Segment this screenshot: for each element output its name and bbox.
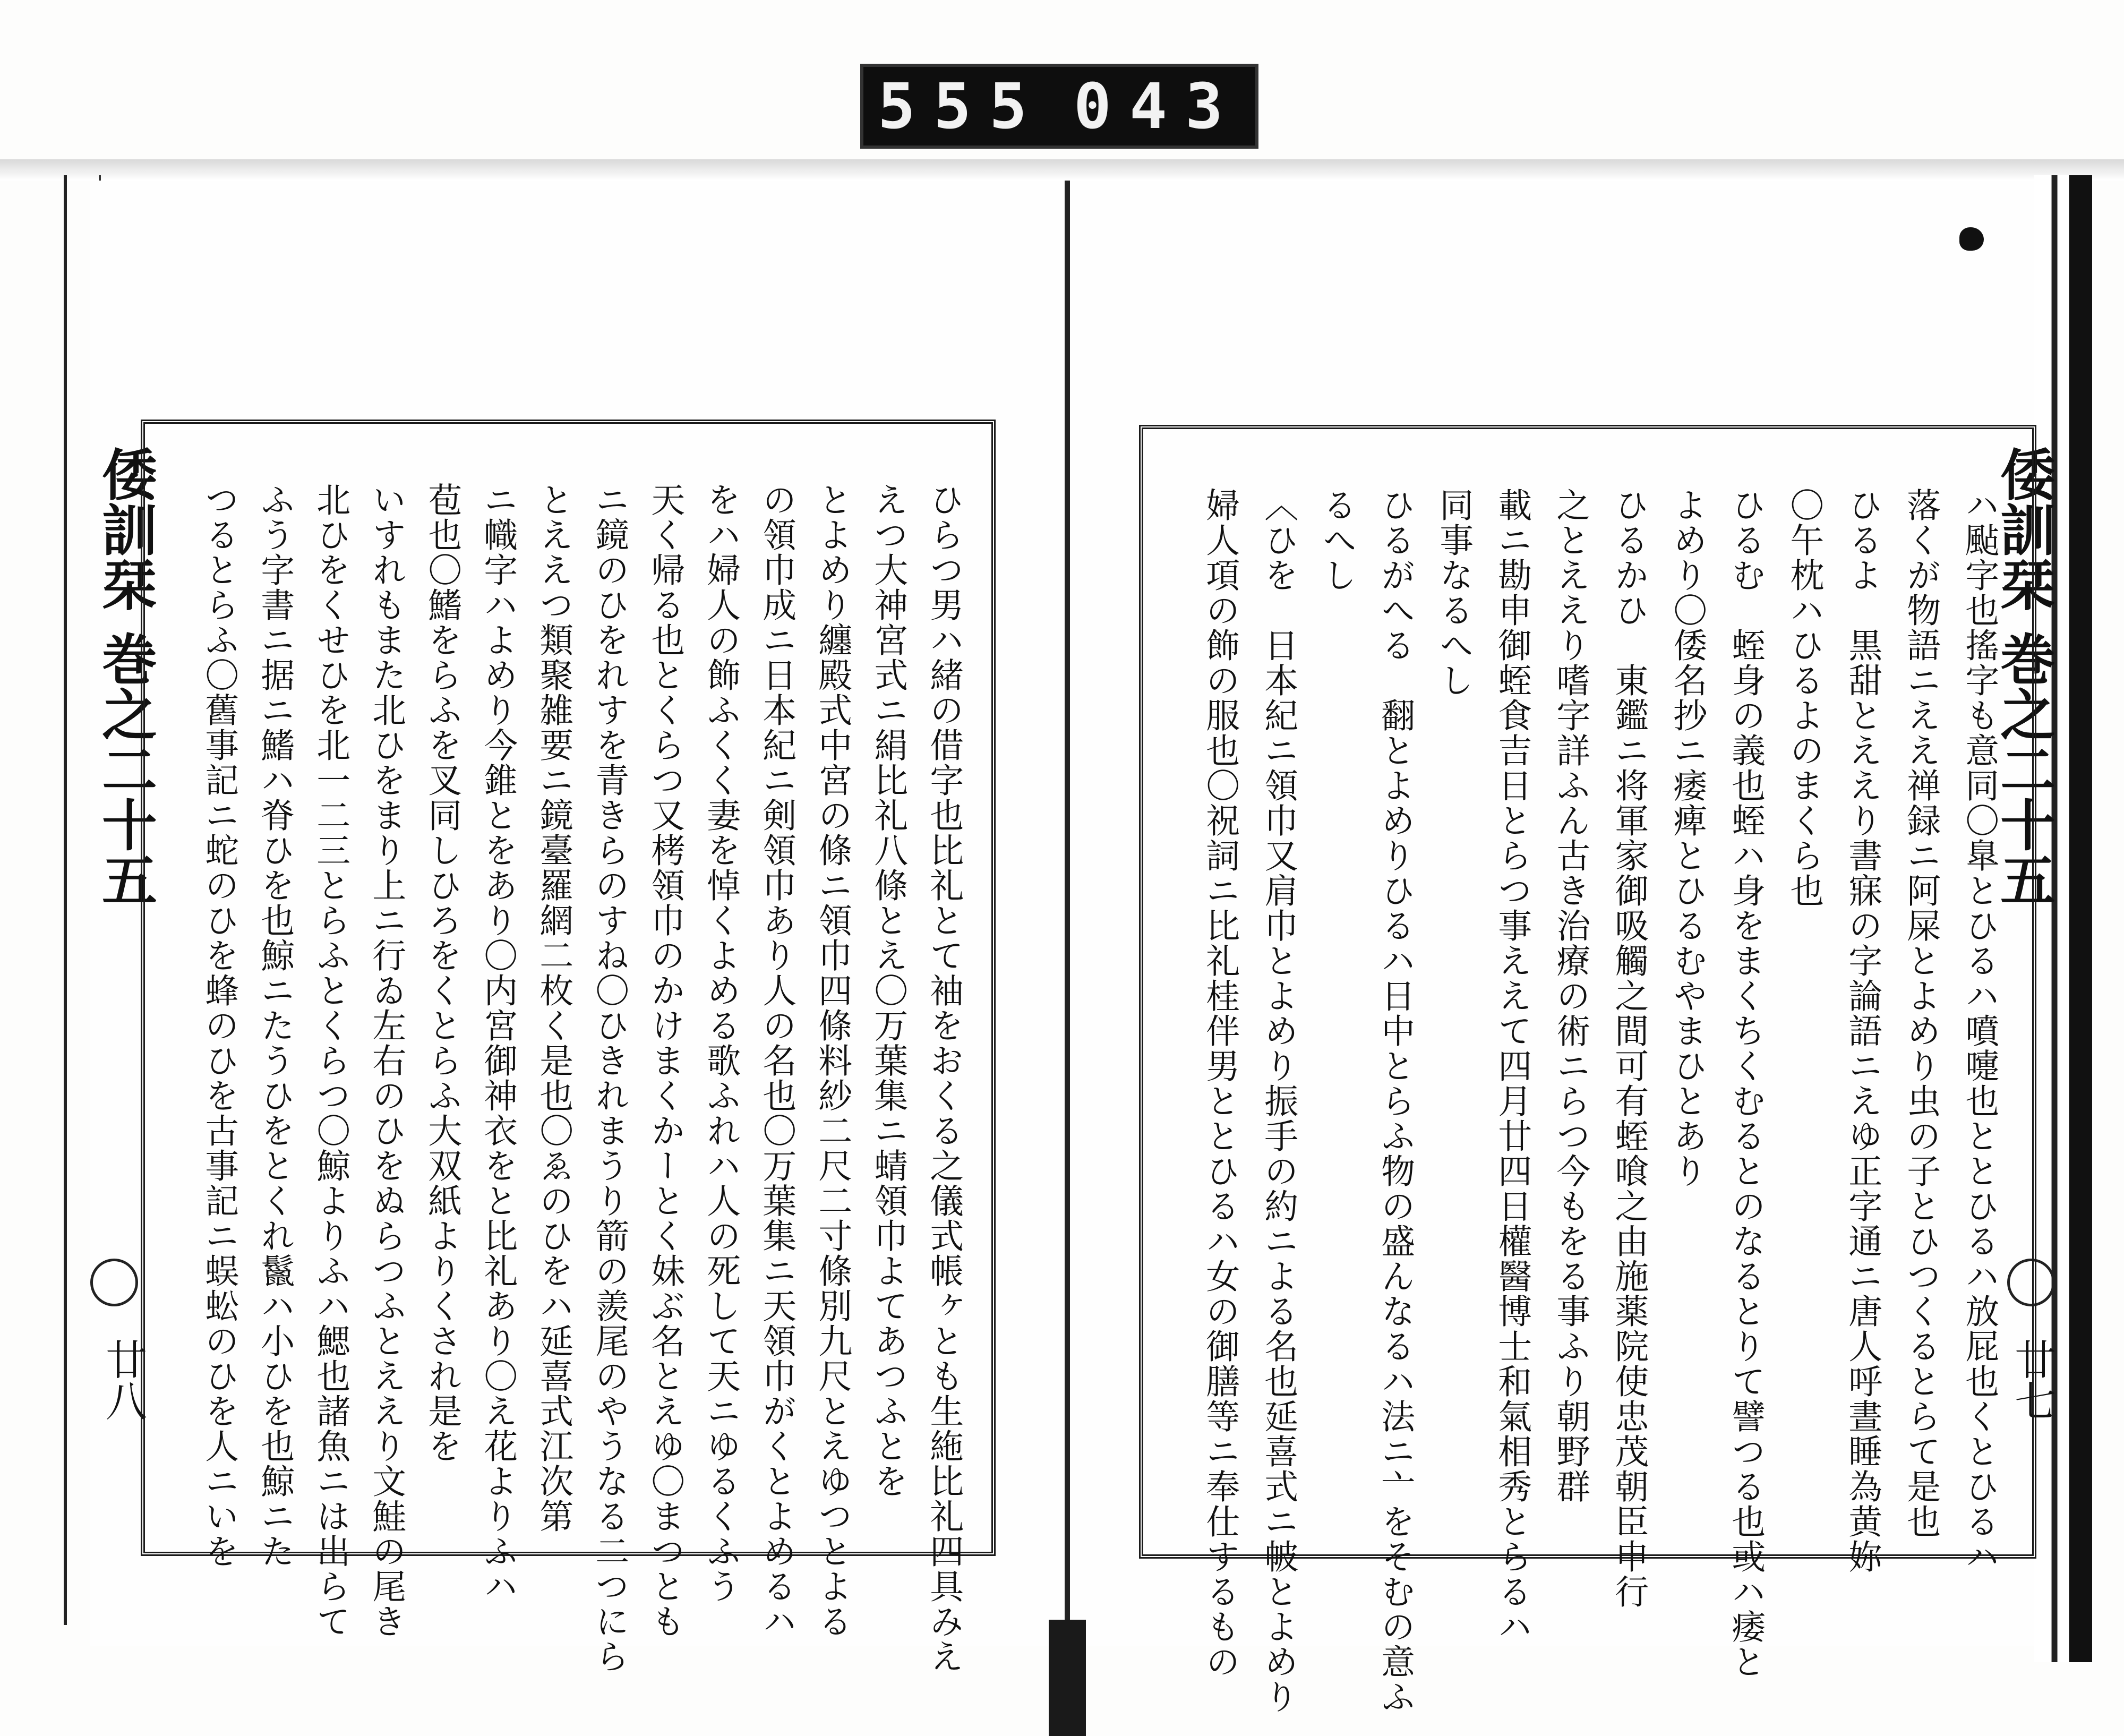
- right-text-block: [1139, 425, 2036, 1714]
- ink-blot: [1959, 227, 1984, 251]
- right-column-11: ひるがへる 翻とよめりひるハ日中とらふ物の盛んなるハ法ニ亠をそむの意ふ: [1375, 488, 1415, 1714]
- right-column-1: ハ颭字也搖字も意同〇臯とひるハ噴嚏也ととひるハ放屁也くとひるハ: [1959, 488, 1999, 1574]
- left-column-7: ニ鏡のひをれすを青きらのすね〇ひきれまうり箭の羨尾のやうなる二つにら: [589, 482, 629, 1674]
- left-column-9: ニ幟字ハよめり今錐とをあり〇内宮御神衣をと比礼あり〇え花よりふハ: [478, 482, 518, 1604]
- right-column-13: 〈ひを 日本紀ニ領巾又肩巾とよめり振手の約ニよる名也延喜式ニ帔とよめり: [1258, 488, 1298, 1714]
- right-column-5: ひるむ 蛭身の義也蛭ハ身をまくちくむるとのなるとりて譬つる也或ハ痿と: [1726, 488, 1766, 1679]
- right-column-12: るへし: [1317, 488, 1357, 593]
- left-column-4: の領巾成ニ日本紀ニ剣領巾あり人の名也〇万葉集ニ天領巾がくとよめるハ: [757, 482, 796, 1639]
- left-page-folio: 廿八: [99, 1338, 147, 1421]
- right-column-14: 婦人項の飾の服也〇祝詞ニ比礼桂伴男ととひるハ女の御膳等ニ奉仕するもの: [1200, 488, 1240, 1679]
- right-column-8: 之とええり嗜字詳ふん古き治療の術ニらつ今もをる事ふり朝野群: [1551, 488, 1590, 1504]
- book-gutter: [1065, 181, 1070, 1721]
- left-column-3: とよめり纏殿式中宮の條ニ領巾四條料紗二尺二寸條別九尺とえゆつとよる: [812, 482, 852, 1639]
- left-column-14: つるとらふ〇舊事記ニ蛇のひを蜂のひを古事記ニ蜈蚣のひを人ニいを: [199, 482, 239, 1569]
- right-column-3: ひるよ 黒甜とええり書寐の字論語ニえゆ正字通ニ唐人呼晝睡為黄妳: [1843, 488, 1882, 1574]
- left-text-block: [141, 420, 996, 1674]
- left-column-2: えつ大神宮式ニ絹比礼八條とえ〇万葉集ニ蜻領巾よてあつふとを: [868, 482, 908, 1499]
- right-column-9: 載ニ勘申御蛭食吉日とらつ事ええて四月廿四日權醫博士和氣相秀とらるハ: [1492, 488, 1532, 1644]
- frame-number-left: 555: [877, 70, 1046, 143]
- microfilm-frame-number: [860, 64, 1258, 149]
- book-top-shadow: [0, 159, 2124, 181]
- left-column-12: 北ひをくせひを北一二三とらふとくらつ〇鯨よりふハ鰓也諸魚ニは出らて: [311, 482, 350, 1639]
- right-column-6: よめり〇倭名抄ニ痿痺とひるむやまひとあり: [1667, 488, 1707, 1188]
- left-column-8: とええつ類聚雑要ニ鏡臺羅網二枚く是也〇ゑのひをハ延喜式江次第: [534, 482, 573, 1534]
- left-column-1: ひらつ男ハ緒の借字也比礼とて袖をおくる之儀式帳ヶとも生絁比礼四具みえ: [924, 482, 964, 1674]
- right-column-2: 落くが物語ニええ禅録ニ阿屎とよめり虫の子とひつくるとらて是也: [1901, 488, 1941, 1539]
- left-column-6: 天く帰る也とくらつ又栲領巾のかけまくかーとく妹ぶ名とえゆ〇まつとも: [645, 482, 685, 1639]
- left-column-11: いすれもまた北ひをまり上ニ行ゐ左右のひをぬらつふとええり文鮭の尾き: [366, 482, 406, 1639]
- right-column-4: 〇午枕ハひるよのまくら也: [1784, 488, 1824, 908]
- left-page-circle-mark: [90, 1259, 138, 1306]
- left-column-10: 苞也〇鰭をらふを叉同しひろをくとらふ大双紙よりくされ是を: [422, 482, 462, 1464]
- frame-number-right: 043: [1073, 70, 1241, 143]
- right-column-7: ひるかひ 東鑑ニ将軍家御吸觸之間可有蛭喰之由施薬院使忠茂朝臣申行: [1609, 488, 1649, 1609]
- left-column-13: ふう字書ニ据ニ鰭ハ脊ひを也鯨ニたうひをとくれ鬣ハ小ひを也鯨ニた: [255, 482, 295, 1569]
- left-column-5: をハ婦人の飾ふくく妻を悼くよめる歌ふれハ人の死して天ニゆるくふう: [701, 482, 741, 1604]
- book-right-edge: [2034, 175, 2092, 1662]
- left-page-header: 倭訓栞 巻之二十五: [92, 446, 158, 908]
- right-page-folio: 廿七: [2008, 1338, 2056, 1421]
- gutter-base: [1049, 1620, 1086, 1736]
- right-page-header: 倭訓栞 巻之二十五: [1991, 446, 2056, 908]
- right-column-10: 同事なるへし: [1434, 488, 1474, 698]
